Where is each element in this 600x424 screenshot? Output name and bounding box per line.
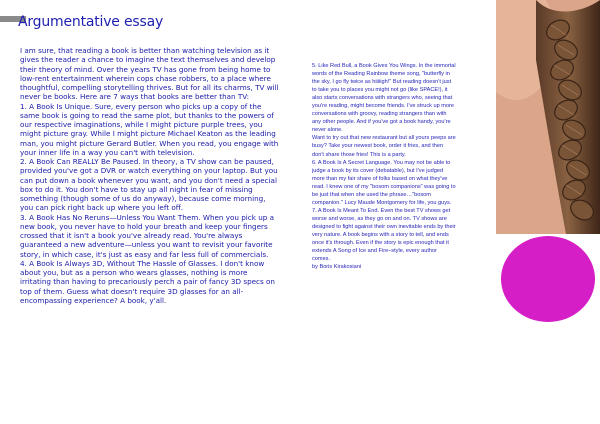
braided-hair-photo (496, 0, 600, 234)
restaurant-paragraph: Want to try out that new restaurant but all yours peeps are busy? Take your newest book, order it fries, and then don't share those fries! This is a party. (312, 135, 456, 158)
point-1-paragraph: 1. A Book Is Unique. Sure, every person who picks up a copy of the same book is going to read the same plot, but thanks to the powers of our respective imaginations, while I might picture purple trees, you might picture gray. While I might picture Michael Keaton as the leading man, you might picture Gerard Butler. When you read, you engage with your inner life in a way you can't with television. (20, 101, 279, 157)
point-3-paragraph: 3. A Book Has No Reruns—Unless You Want Them. When you pick up a new book, you never have to hold your breath and keep your fingers crossed that it isn't a book you've already read. You're always guaranteed a new adventure—unless you want to revisit your favorite story, in which case, it's just as easy and far less full of commercials. (20, 212, 275, 259)
point-4-paragraph: 4. A Book Is Always 3D, Without The Hassle of Glasses. I don't know about you, but as a person who wears glasses, nothing is more irritating than having to precariously perch a pair of fancy 3D specs on top of them. Guess what doesn't require 3D glasses for an all-encompassing experience? A book, y'all. (20, 258, 275, 305)
point-5-paragraph: 5. Like Red Bull, a Book Gives You Wings. In the immortal words of the Reading Rainbow theme song, "butterfly in the sky, I go fly twice as hiiiiigh!" But reading doesn't just to take you to places you might not go (like SPACE!), it also starts conversations with strangers who, seeing that you're reading, might become friends. I've struck up more conversations with groovy, reading strangers than with any other people. And if you've got a book handy, you're never alone. (312, 63, 456, 134)
point-7-paragraph: 7. A Book Is Meant To End. Even the best TV shows get worse and worse, as they go on and on. TV shows are designed to fight against their own inevitable ends by their very nature. A book begins with a story to tell, and ends once it's through. Even if the story is epic enough that it extends A Song of Ice and Fire–style, every author comes. (312, 207, 456, 263)
intro-paragraph: I am sure, that reading a book is better than watching television as it gives the reader a chance to imagine the text themselves and develop their theory of mind. Over the years TV has gone from being home to low-rent entertainment wherein cops chase robbers, to a place where thoughtful, compelling storytelling thrives. But for all its charms, TV will never be books. Here are 7 ways that books are better than TV: (20, 46, 279, 102)
right-text-column (312, 62, 456, 271)
page-title: Argumentative essay (18, 14, 164, 30)
magenta-circle-decoration (501, 236, 595, 322)
braid-illustration (496, 0, 600, 234)
author-byline: by Boris Kirakosiani (312, 264, 362, 271)
left-text-column (20, 46, 280, 305)
point-6-paragraph: 6. A Book Is A Secret Language. You may not be able to judge a book by its cover (debatable), but I've judged more than my fair share of folks based on what they've read. I knew one of my "bosom companions" was going to be just that when she used the phrase…"bosom companion." Lucy Maude Montgomery for life, you guys. (312, 159, 456, 206)
point-2-paragraph: 2. A Book Can REALLY Be Paused. In theory, a TV show can be paused, provided you've got a DVR or watch everything on your laptop. But you can put down a book whenever you want, and you don't need a special box to do it. You don't have to stay up all night in fear of missing something (though some of us do anyway), because come morning, you can pick right back up where you left off. (20, 157, 278, 213)
